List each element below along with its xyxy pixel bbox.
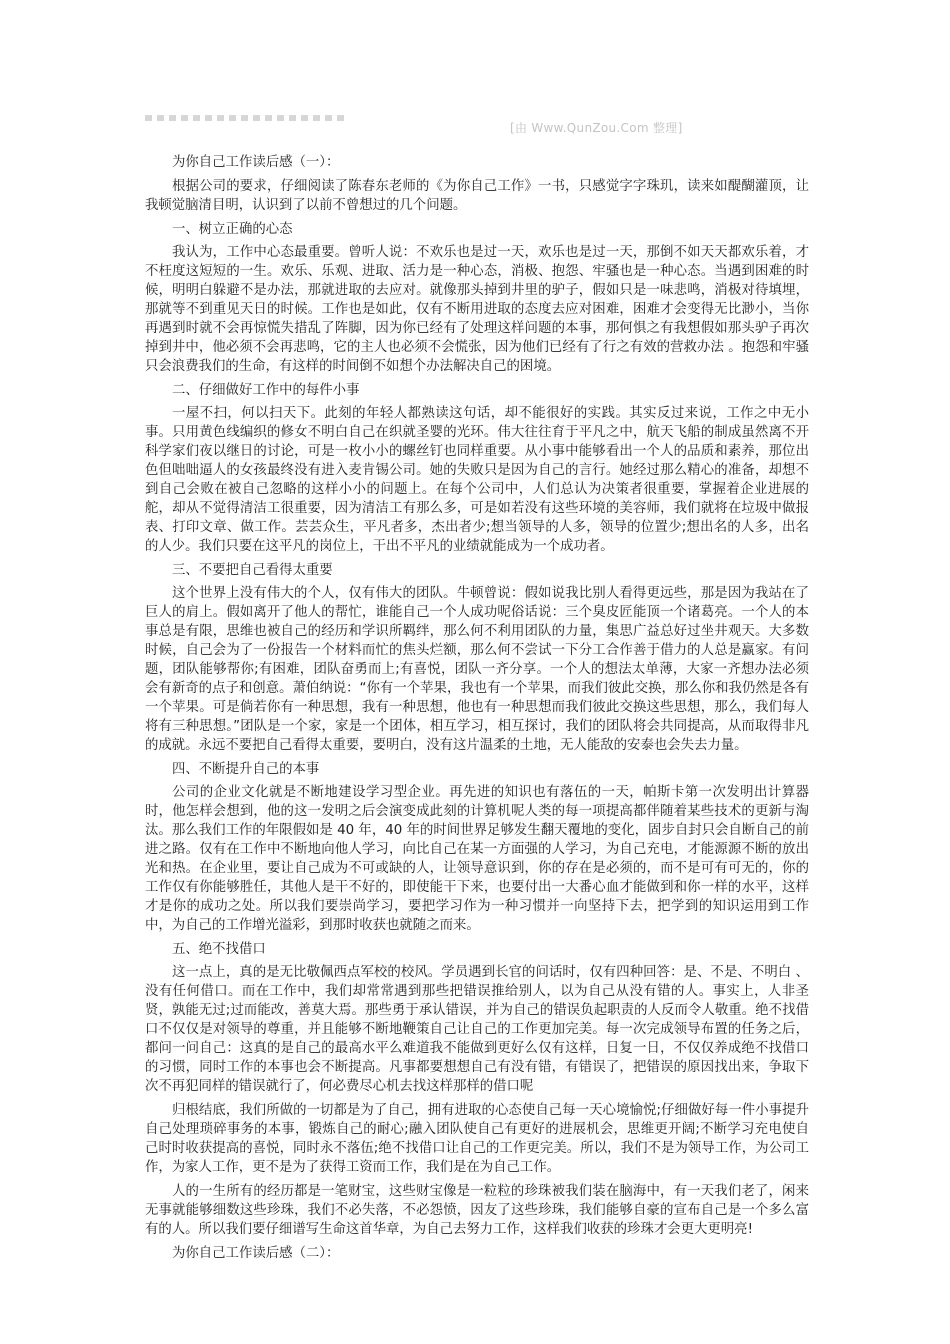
section-paragraph-4: 公司的企业文化就是不断地建设学习型企业。再先进的知识也有落伍的一天，帕斯卡第一次发明出计算器时，他怎样会想到，他的这一发明之后会演变成此刻的计算机呢人类的每一项提高都伴随着某些技术的更新与淘汰。那么我们工作的年限假如是 40 年，40 年的时间世界足够发生翻天覆地的变化，固步自封只会自断自己的前进之路。仅有在工作中不断地向他人学习，向比自己在某一方面强的人学习，为自己充电，才能源源不断的放出光和热。在企业里，要让自己成为不可或缺的人，让领导意识到，你的存在是必须的，而不是可有可无的，你的工作仅有你能够胜任，其他人是干不好的，即使能干下来，也要付出一大番心血才能做到和你一样的水平，这样才是你的成功之处。所以我们要崇尚学习，要把学习作为一种习惯并一向坚持下去，把学到的知识运用到工作中，为自己的工作增光溢彩，到那时收获也就随之而来。	[145, 785, 809, 933]
section-paragraph-3: 这个世界上没有伟大的个人，仅有伟大的团队。牛顿曾说：假如说我比别人看得更远些，那是因为我站在了巨人的肩上。假如离开了他人的帮忙，谁能自己一个人成功呢俗话说：三个臭皮匠能顶一个诸葛亮。一个人的本事总是有限，思维也被自己的经历和学识所羁绊，那么何不利用团队的力量，集思广益总好过坐井观天。大多数时候，自己会为了一份报告一个材料而忙的焦头烂额，那么何不尝试一下分工合作善于借力的人总是赢家。有问题，团队能够帮你;有困难，团队奋勇而上;有喜悦，团队一齐分享。一个人的想法太单薄，大家一齐想办法必须会有新奇的点子和创意。萧伯纳说：“你有一个苹果，我也有一个苹果，而我们彼此交换，那么你和我仍然是各有一个苹果。可是倘若你有一种思想，我有一种思想，他也有一种思想而我们彼此交换这些思想，那么，我们每人将有三种思想。”团队是一个家，家是一个团体，相互学习，相互探讨，我们的团队将会共同提高，从而取得非凡的成就。永远不要把自己看得太重要，要明白，没有这片温柔的土地，无人能敌的安泰也会失去力量。	[145, 586, 809, 753]
section-paragraph-2: 一屋不扫，何以扫天下。此刻的年轻人都熟读这句话，却不能很好的实践。其实反过来说，工作之中无小事。只用黄色线编织的修女不明白自己在织就圣婴的光环。伟大往往育于平凡之中，航天飞船的制成虽然离不开科学家们夜以继日的讨论，可是一枚小小的螺丝钉也同样重要。从小事中能够看出一个人的品质和素养，那位出色但咄咄逼人的女孩最终没有进入麦肯锡公司。她的失败只是因为自己的言行。她经过那么精心的准备，却想不到自己会败在被自己忽略的这样小小的问题上。在每个公司中，人们总认为决策者很重要，掌握着企业进展的舵，却从不觉得清洁工很重要，因为清洁工有那么多，可是如若没有这些环境的美容师，我们就将在垃圾中做报表、打印文章、做工作。芸芸众生，平凡者多，杰出者少;想当领导的人多，领导的位置少;想出名的人多，出名的人少。我们只要在这平凡的岗位上，干出不平凡的业绩就能成为一个成功者。	[145, 406, 809, 554]
article-body	[145, 153, 809, 1268]
closing-paragraph: 人的一生所有的经历都是一笔财宝，这些财宝像是一粒粒的珍珠被我们装在脑海中，有一天我们老了，闲来无事就能够细数这些珍珠，我们不必失落，不必怨愤，因友了这些珍珠，我们能够自豪的宣布自己是一个多么富有的人。所以我们要仔细谱写生命这首华章，为自己去努力工作，这样我们收获的珍珠才会更大更明亮!	[145, 1184, 809, 1237]
section-heading-4: 四、不断提升自己的本事	[172, 762, 320, 777]
section-paragraph-1: 我认为，工作中心态最重要。曾听人说：不欢乐也是过一天，欢乐也是过一天，那倒不如天天都欢乐着，才不枉度这短短的一生。欢乐、乐观、进取、活力是一种心态，消极、抱怨、牢骚也是一种心态。当遇到困难的时候，明明白躲避不是办法，那就进取的去应对。就像那头掉到井里的驴子，假如只是一味悲鸣，消极对待填埋，那就等不到重见天日的时候。工作也是如此，仅有不断用进取的态度去应对困难，困难才会变得无比渺小，当你再遇到时就不会再惊慌失措乱了阵脚，因为你已经有了处理这样问题的本事，那何惧之有我想假如那头驴子再次掉到井中，他必须不会再悲鸣，它的主人也必须不会慌张，因为他们已经有了行之有效的营救办法 。抱怨和牢骚只会浪费我们的生命，有这样的时间倒不如想个办法解决自己的困境。	[145, 245, 809, 374]
next-article-title: 为你自己工作读后感（二）：	[172, 1246, 340, 1261]
section-heading-5: 五、绝不找借口	[172, 942, 266, 957]
article-title: 为你自己工作读后感（一）：	[172, 155, 340, 170]
source-note: [由 Www.QunZou.Com 整理]	[510, 121, 683, 135]
summary-paragraph: 归根结底，我们所做的一切都是为了自己，拥有进取的心态使自己每一天心境愉悦;仔细做好每一件小事提升自己处理琐碎事务的本事，锻炼自己的耐心;融入团队使自己有更好的进展机会，思维更开阔;不断学习充电使自己时时收获提高的喜悦，同时永不落伍;绝不找借口让自己的工作更完美。所以，我们不是为领导工作，为公司工作，为家人工作，更不是为了获得工资而工作，我们是在为自己工作。	[145, 1103, 809, 1175]
intro-paragraph: 根据公司的要求，仔细阅读了陈春东老师的《为你自己工作》一书，只感觉字字珠玑，读来如醍醐灌顶，让我顿觉脑清目明，认识到了以前不曾想过的几个问题。	[145, 179, 809, 213]
section-paragraph-5: 这一点上，真的是无比敬佩西点军校的校风。学员遇到长官的问话时，仅有四种回答：是、不是、不明白 、没有任何借口。而在工作中，我们却常常遇到那些把错误推给别人，以为自己从没有错的人。事实上，人非圣贤，孰能无过;过而能改，善莫大焉。那些勇于承认错误，并为自己的错误负起职责的人反而令人敬重。绝不找借口不仅仅是对领导的尊重，并且能够不断地鞭策自己让自己的工作更加完美。每一次完成领导布置的任务之后，都问一问自己：这真的是自己的最高水平么难道我不能做到更好么仅有这样，日复一日，不仅仅养成绝不找借口的习惯，同时工作的本事也会不断提高。凡事都要想想自己有没有错，有错误了，把错误的原因找出来，争取下次不再犯同样的错误就行了，何必费尽心机去找这样那样的借口呢	[145, 965, 809, 1094]
section-heading-3: 三、不要把自己看得太重要	[172, 563, 333, 578]
section-heading-2: 二、仔细做好工作中的每件小事	[172, 383, 360, 398]
faded-header-text	[145, 115, 345, 121]
section-heading-1: 一、树立正确的心态	[172, 222, 293, 237]
